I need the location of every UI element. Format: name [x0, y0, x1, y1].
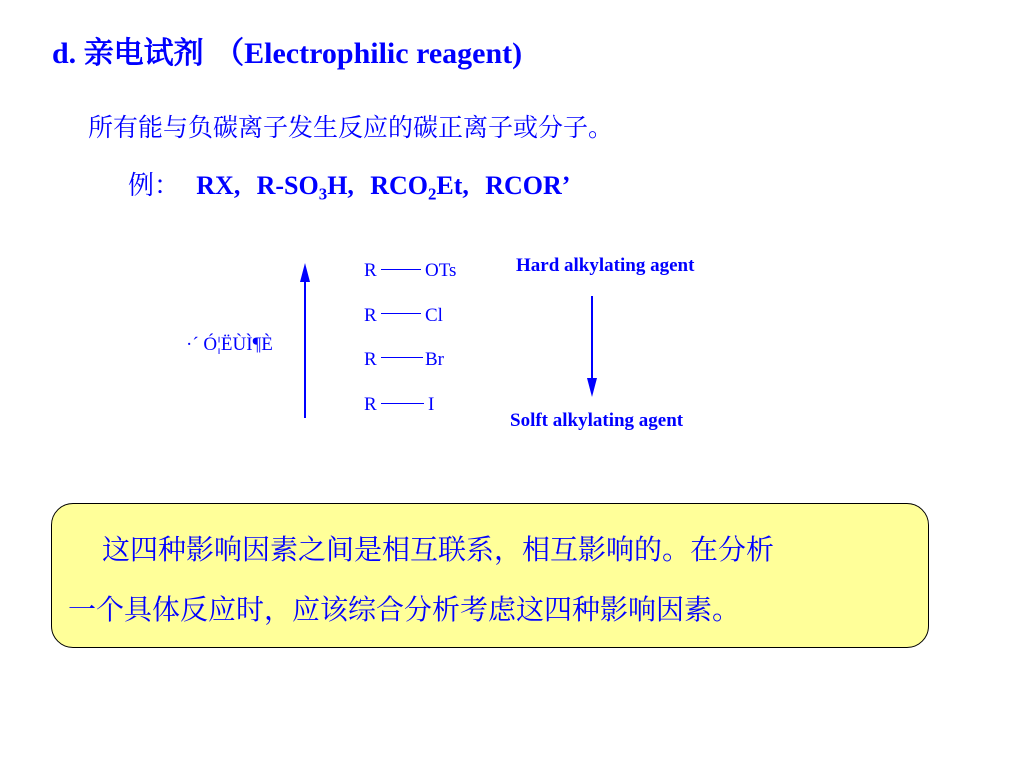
compound-r-label: R: [364, 260, 377, 281]
compound-r-label: R: [364, 305, 377, 326]
ester-subscript: 2: [427, 184, 437, 204]
compound-group-label: OTs: [425, 260, 457, 281]
compound-r-label: R: [364, 349, 377, 370]
example-label: 例：: [128, 171, 181, 201]
ester-r: RCO: [370, 171, 428, 200]
compound-group-label: I: [428, 394, 435, 415]
note-line-2: 一个具体反应时，应该综合分析考虑这四种影响因素。: [68, 593, 741, 626]
title-english: （Electrophilic reagent): [214, 37, 523, 70]
bond-line: [381, 313, 421, 314]
ester-et: Et,: [436, 171, 469, 200]
bond-line: [381, 357, 423, 358]
note-box: [51, 503, 929, 648]
formula-rx: RX,: [196, 171, 241, 200]
sulfonic-r: R-SO: [256, 171, 319, 200]
bond-line: [381, 269, 421, 270]
hard-agent-label: Hard alkylating agent: [516, 255, 695, 276]
down-arrow-icon: [587, 296, 597, 397]
note-line-1: 这四种影响因素之间是相互联系，相互影响的。在分析: [102, 533, 775, 566]
reaction-rate-label: ·´ Ó¦ËÙÌ¶È: [186, 334, 273, 355]
sulfonic-subscript: 3: [318, 184, 328, 204]
soft-agent-label: Solft alkylating agent: [510, 410, 684, 431]
formula-ketone: RCOR’: [485, 171, 571, 200]
sulfonic-h: H,: [327, 171, 354, 200]
definition-text: 所有能与负碳离子发生反应的碳正离子或分子。: [88, 113, 614, 142]
compound-r-label: R: [364, 394, 377, 415]
bond-line: [381, 403, 424, 404]
compound-group-label: Cl: [425, 305, 443, 326]
title-chinese: 亲电试剂: [83, 36, 204, 71]
up-arrow-icon: [300, 263, 310, 418]
compound-group-label: Br: [425, 349, 444, 370]
title-prefix: d.: [52, 37, 84, 70]
